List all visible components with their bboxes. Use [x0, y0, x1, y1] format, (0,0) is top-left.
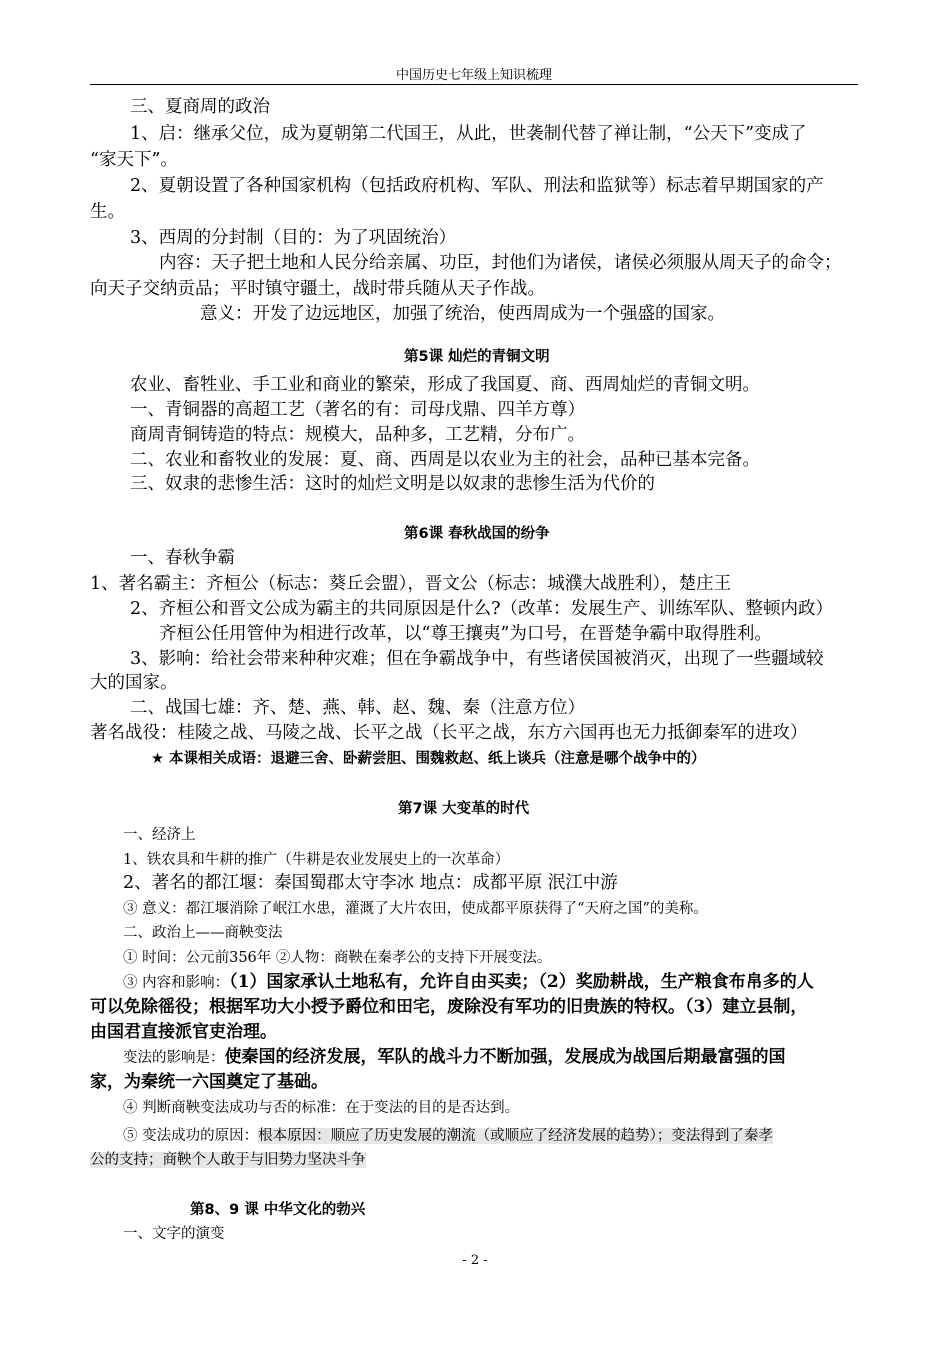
paragraph-line: 3、西周的分封制（目的：为了巩固统治）	[130, 228, 457, 248]
paragraph-line	[123, 1124, 773, 1148]
paragraph-line: 可以免除徭役；根据军功大小授予爵位和田宅，废除没有军功的旧贵族的特权。（3）建立县制，	[90, 997, 808, 1017]
content-label: ③ 内容和影响：	[123, 975, 230, 991]
paragraph-line: 2、著名的都江堰：秦国蜀郡太守李冰 地点：成都平原 泯江中游	[123, 873, 618, 893]
idioms-note: ★ 本课相关成语：退避三舍、卧薪尝胆、围魏救赵、纸上谈兵（注意是哪个战争中的）	[151, 751, 706, 767]
paragraph-line: “家天下”。	[90, 150, 178, 170]
paragraph-line	[90, 1148, 366, 1172]
impact-bold: 使秦国的经济发展，军队的战斗力不断加强，发展成为战国后期最富强的国	[224, 1047, 786, 1067]
lesson-title: 第5课 灿烂的青铜文明	[404, 349, 550, 365]
content-bold: （1）国家承认土地私有，允许自由买卖；（2）奖励耕战，生产粮食布帛多的人	[229, 972, 814, 992]
lesson-title: 第6课 春秋战国的纷争	[404, 526, 550, 542]
paragraph-line: 生。	[90, 202, 125, 222]
paragraph-line: 1、启：继承父位，成为夏朝第二代国王，从此，世袭制代替了禅让制，“公天下”变成了	[130, 124, 807, 144]
highlighted-text: 公的支持；商鞅个人敢于与旧势力坚决斗争	[90, 1152, 366, 1168]
page-header: 中国历史七年级上知识梳理	[395, 68, 552, 83]
paragraph-line	[123, 970, 814, 995]
reason-label: ⑤ 变法成功的原因：	[123, 1128, 259, 1144]
highlighted-text: 根本原因：顺应了历史发展的潮流（或顺应了经济发展的趋势）；变法得到了秦孝	[258, 1128, 773, 1144]
header-rule	[90, 84, 858, 85]
paragraph-line: 农业、畜牲业、手工业和商业的繁荣，形成了我国夏、商、西周灿烂的青铜文明。	[130, 375, 760, 395]
paragraph-line: ④ 判断商鞅变法成功与否的标准：在于变法的目的是否达到。	[123, 1100, 520, 1116]
paragraph-line: 商周青铜铸造的特点：规模大，品种多，工艺精，分布广。	[130, 425, 585, 445]
paragraph-line: 1、铁农具和牛耕的推广（牛耕是农业发展史上的一次革命）	[123, 852, 510, 868]
paragraph-line	[123, 1045, 786, 1070]
paragraph-line: 大的国家。	[90, 673, 178, 693]
paragraph-line: ③ 意义：都江堰消除了岷江水患，灌溉了大片农田，使成都平原获得了“天府之国”的美称。	[123, 901, 708, 917]
paragraph-line: 意义：开发了边远地区，加强了统治，使西周成为一个强盛的国家。	[200, 304, 725, 324]
paragraph-line: 2、齐桓公和晋文公成为霸主的共同原因是什么?（改革：发展生产、训练军队、整顿内政）	[130, 599, 834, 619]
paragraph-line: 齐桓公任用管仲为相进行改革，以“尊王攘夷”为口号，在晋楚争霸中取得胜利。	[159, 624, 772, 644]
section-heading: 三、夏商周的政治	[130, 97, 270, 117]
paragraph-line: 3、影响：给社会带来种种灾难；但在争霸战争中，有些诸侯国被消灭，出现了一些疆域较	[130, 649, 824, 669]
paragraph-line: 二、农业和畜牧业的发展：夏、商、西周是以农业为主的社会，品种已基本完备。	[130, 450, 760, 470]
paragraph-line: 向天子交纳贡品；平时镇守疆土，战时带兵随从天子作战。	[90, 279, 545, 299]
paragraph-line: 由国君直接派官吏治理。	[90, 1022, 277, 1042]
section-heading: 一、春秋争霸	[130, 548, 235, 568]
paragraph-line: ① 时间：公元前356年 ②人物：商鞅在秦孝公的支持下开展变法。	[123, 950, 552, 966]
paragraph-line: 著名战役：桂陵之战、马陵之战、长平之战（长平之战，东方六国再也无力抵御秦军的进攻）	[90, 723, 808, 743]
paragraph-line: 2、夏朝设置了各种国家机构（包括政府机构、军队、刑法和监狱等）标志着早期国家的产	[130, 176, 824, 196]
paragraph-line: 三、奴隶的悲惨生活：这时的灿烂文明是以奴隶的悲惨生活为代价的	[130, 474, 655, 494]
paragraph-line: 内容：天子把土地和人民分给亲属、功臣，封他们为诸侯，诸侯必须服从周天子的命令；	[159, 253, 842, 273]
paragraph-line: 一、青铜器的高超工艺（著名的有：司母戊鼎、四羊方尊）	[130, 400, 585, 420]
lesson-title: 第7课 大变革的时代	[398, 801, 530, 817]
section-heading: 一、经济上	[123, 827, 196, 843]
paragraph-line: 1、著名霸主：齐桓公（标志：葵丘会盟），晋文公（标志：城濮大战胜利），楚庄王	[90, 574, 732, 594]
section-heading: 一、文字的演变	[123, 1226, 225, 1242]
impact-label: 变法的影响是：	[123, 1050, 225, 1066]
paragraph-line: 二、战国七雄：齐、楚、燕、韩、赵、魏、秦（注意方位）	[130, 698, 585, 718]
section-heading: 二、政治上——商鞅变法	[123, 925, 283, 941]
paragraph-line: 家，为秦统一六国奠定了基础。	[90, 1072, 328, 1092]
page-number: - 2 -	[462, 1253, 488, 1268]
lesson-title: 第8、9 课 中华文化的勃兴	[190, 1202, 366, 1218]
